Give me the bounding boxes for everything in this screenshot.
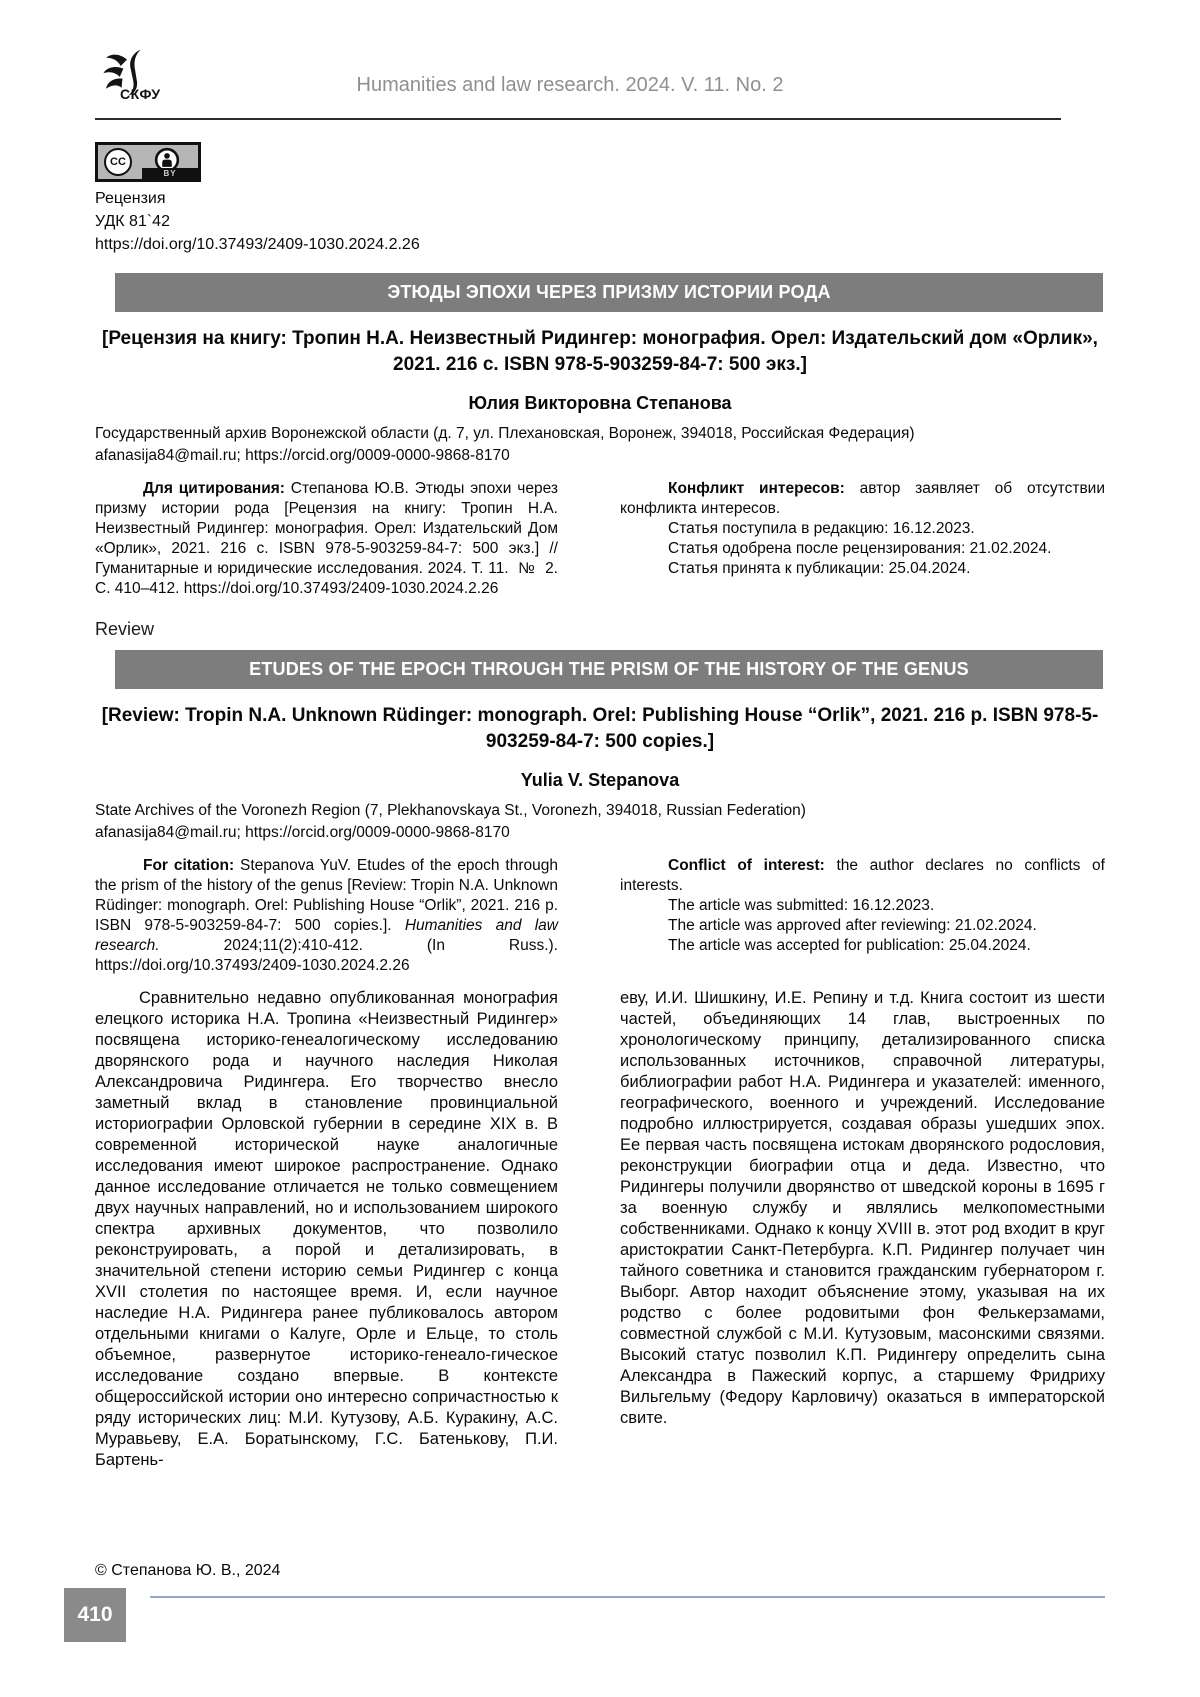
body-column-left: Сравнительно недавно опубликованная монография елецкого историка Н.А. Тропина «Неизвестный Ридингер» посвящена историко-генеалогическому исследованию дворянского рода и научного наследия Николая Александровича Ридингера. Его творчество внесло заметный вклад в становление провинциальной историографии Орловской губернии в середине XIX в. В современной исторической науке аналогичные исследования имеют широкое распространение. Однако данное исследование отличается не только совмещением двух научных направлений, но и использованием широкого спектра архивных документов, что позволило реконструировать, а порой и детализировать, в значительной степени историю семьи Ридингер с конца XVII столетия по настоящее время. И, если научное наследие Н.А. Ридингера ранее публиковалось автором отдельными книгами о Калуге, Орле и Ельце, то столь объемное, развернутое историко-генеало-гическое исследование создано впервые. В контексте общероссийской истории оно интересно сопричастностью к ряду исторических лиц: М.И. Кутузову, А.Б. Куракину, А.С. Муравьеву, Е.А. Боратынскому, Г.С. Батенькову, П.И. Бартень-	[95, 989, 558, 1469]
article-type-en: Review	[95, 619, 155, 639]
copyright-line: © Степанова Ю. В., 2024	[95, 1562, 281, 1579]
article-title-ru: ЭТЮДЫ ЭПОХИ ЧЕРЕЗ ПРИЗМУ ИСТОРИИ РОДА	[115, 273, 1103, 312]
article-type-ru: Рецензия	[95, 190, 166, 207]
citation-ru-label: Для цитирования:	[143, 480, 285, 497]
article-title-en: ETUDES OF THE EPOCH THROUGH THE PRISM OF THE HISTORY OF THE GENUS	[115, 650, 1103, 689]
citation-en-text-after: 2024;11(2):410-412. (In Russ.). https://doi.org/10.37493/2409-1030.2024.2.26	[95, 937, 563, 974]
approved-en: The article was approved after reviewing: 21.02.2024.	[668, 917, 1037, 934]
author-name-en: Yulia V. Stepanova	[520, 770, 680, 790]
conflict-block-en	[620, 856, 1110, 976]
cc-icon	[104, 148, 132, 176]
cc-label: CC	[110, 156, 126, 168]
submitted-ru: Статья поступила в редакцию: 16.12.2023.	[668, 520, 975, 537]
conflict-en	[620, 856, 1110, 896]
citation-ru	[95, 479, 563, 599]
affiliation-en-line2: afanasija84@mail.ru; https://orcid.org/0009-0000-9868-8170	[95, 824, 510, 841]
doi-line: https://doi.org/10.37493/2409-1030.2024.2.26	[95, 236, 420, 253]
citation-row-en	[95, 856, 1110, 976]
affiliation-ru	[95, 423, 1105, 467]
affiliation-ru-line2: afanasija84@mail.ru; https://orcid.org/0009-0000-9868-8170	[95, 447, 510, 464]
udc-line: УДК 81`42	[95, 213, 170, 230]
conflict-ru-text: автор заявляет об отсутствии конфликта интересов.	[620, 480, 1110, 517]
conflict-block-ru	[620, 479, 1110, 599]
cc-by-license-badge	[95, 142, 201, 182]
article-subtitle-en: [Review: Tropin N.A. Unknown Rüdinger: monograph. Orel: Publishing House “Orlik”, 2021. 216 p. ISBN 978-5-903259-84-7: 500 copies.]	[101, 705, 1099, 752]
approved-ru: Статья одобрена после рецензирования: 21.02.2024.	[668, 540, 1052, 557]
author-name-ru: Юлия Викторовна Степанова	[468, 393, 732, 413]
conflict-en-text: the author declares no conflicts of interests.	[620, 857, 1110, 894]
affiliation-en	[95, 800, 1105, 844]
citation-en	[95, 856, 563, 976]
affiliation-ru-line1: Государственный архив Воронежской области (д. 7, ул. Плехановская, Воронеж, 394018, Российская Федерация)	[95, 425, 915, 442]
article-body	[95, 988, 1105, 1471]
submitted-en: The article was submitted: 16.12.2023.	[668, 897, 935, 914]
cc-by-label: BY	[142, 168, 198, 179]
conflict-en-label: Conflict of interest:	[668, 857, 825, 874]
affiliation-en-line1: State Archives of the Voronezh Region (7, Plekhanovskaya St., Voronezh, 394018, Russian Federation)	[95, 802, 806, 819]
accepted-ru: Статья принята к публикации: 25.04.2024.	[668, 560, 971, 577]
citation-row-ru	[95, 479, 1110, 599]
conflict-ru	[620, 479, 1110, 519]
citation-ru-text: Степанова Ю.В. Этюды эпохи через призму истории рода [Рецензия на книгу: Тропин Н.А. Неизвестный Ридингер: монография. Орел: Издательский Дом «Орлик», 2021. 216 с. ISBN 978-5-903259-84-7: 500 экз.] // Гуманитарные и юридические исследования. 2024. Т. 11. № 2. С. 410–412. https://doi.org/10.37493/2409-1030.2024.2.26	[95, 480, 563, 597]
citation-en-journal: Humanities and law research.	[95, 917, 563, 954]
accepted-en: The article was accepted for publication: 25.04.2024.	[668, 937, 1031, 954]
article-subtitle-ru: [Рецензия на книгу: Тропин Н.А. Неизвестный Ридингер: монография. Орел: Издательский дом «Орлик», 2021. 216 с. ISBN 978-5-903259-84-7: 500 экз.]	[102, 328, 1098, 375]
conflict-ru-label: Конфликт интересов:	[668, 480, 845, 497]
citation-en-text-before: Stepanova YuV. Etudes of the epoch through the prism of the history of the genus [Review: Tropin N.A. Unknown Rüdinger: monograph. Orel: Publishing House “Orlik”, 2021. 216 p. ISBN 978-5-903259-84-7: 500 copies.].	[95, 857, 563, 934]
footer-divider	[150, 1596, 1105, 1598]
journal-header	[0, 0, 1200, 118]
page-number-box: 410	[64, 1588, 126, 1642]
body-column-right: еву, И.И. Шишкину, И.Е. Репину и т.д. Книга состоит из шести частей, объединяющих 14 глав, выстроенных по хронологическому принципу, детализированного списка использованных источников, справочной литературы, библиографии работ Н.А. Ридингера и указателей: именного, географического, военного и учреждений. Исследование подробно иллюстрируется, создавая образы ушедших эпох. Ее первая часть посвящена истокам дворянского родословия, реконструкции биографии отца и деда. Известно, что Ридингеры получили дворянство от шведской короны в 1695 г за военную службу и являлись мелкопоместными собственниками. Однако к концу XVIII в. этот род входит в круг аристократии Санкт-Петербурга. К.П. Ридингер получает чин тайного советника и становится гражданским губернатором г. Выборг. Автор находит объяснение этому, указывая на их родство с более родовитыми фон Фелькерзамами, совместной службой с М.И. Кутузовым, масонскими связями. Высокий статус позволил К.П. Ридингеру определить сына Александра в Пажеский корпус, а старшему Фридриху Вильгельму (Федору Карловичу) оказаться в императорской свите.	[620, 989, 1105, 1427]
header-divider	[95, 118, 1061, 120]
university-logo-text: СКФУ	[120, 86, 161, 102]
article-content	[0, 142, 1200, 1471]
journal-title: Humanities and law research. 2024. V. 11. No. 2	[356, 74, 784, 96]
citation-en-label: For citation:	[143, 857, 235, 874]
